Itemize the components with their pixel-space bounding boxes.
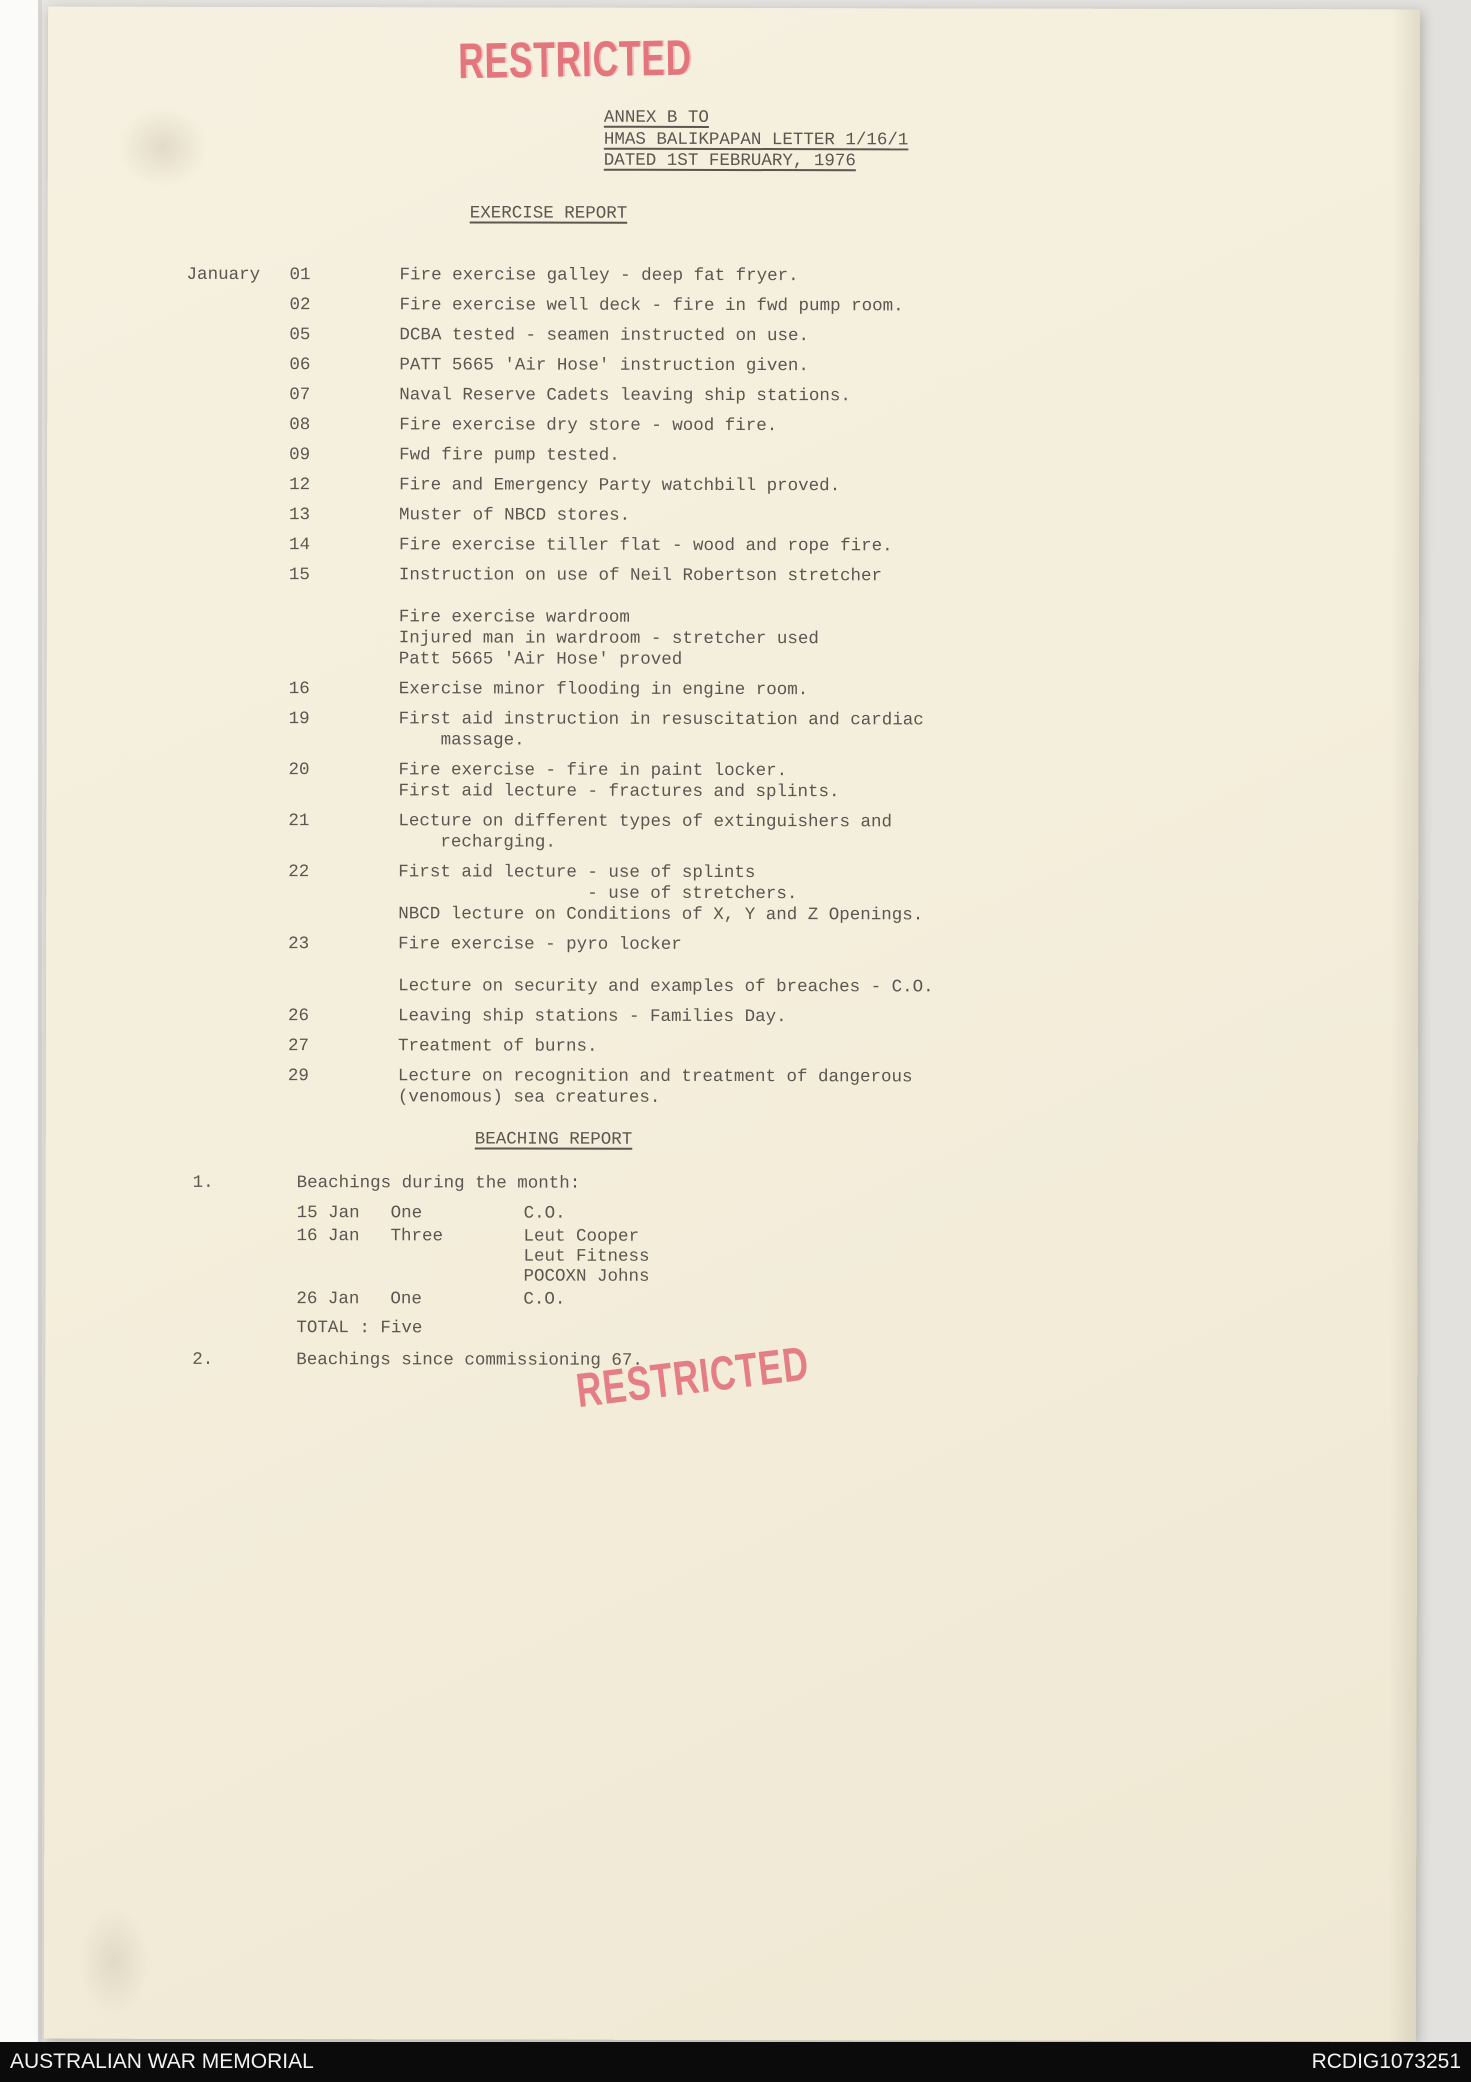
restricted-stamp-top: RESTRICTED [457,30,693,90]
entry-line: NBCD lecture on Conditions of X, Y and Z Openings. [398,904,924,926]
beaching-name: C.O. [523,1289,566,1310]
exercise-entry [288,1066,1328,1110]
entry-lines [399,565,1329,672]
entry-lines [399,415,1329,438]
entry-day: 12 [289,475,311,496]
exercise-entries [186,264,1330,1119]
entry-line [399,586,1329,609]
entry-lines [398,811,1328,855]
beaching-date: 16 Jan [296,1226,360,1247]
beaching-row [296,1226,1417,1288]
document-page [44,7,1420,2042]
entry-day: 01 [289,265,311,286]
beaching-row [297,1203,1418,1225]
beaching-count: One [390,1289,422,1310]
exercise-entry [289,445,1329,468]
entry-lines [399,355,1329,378]
entry-day: 23 [288,934,310,955]
entry-day: 19 [288,709,310,730]
exercise-entry [289,415,1329,438]
entry-line: Fire exercise wardroom [398,607,630,628]
entry-lines [398,862,1328,927]
beaching-name: POCOXN Johns [523,1266,650,1287]
item-text: Beachings during the month: [296,1172,581,1194]
exercise-entry [289,295,1329,318]
exercise-entry [288,811,1328,855]
exercise-entry [288,934,1328,999]
item-text: Beachings since commissioning 67. [296,1349,643,1371]
entry-lines [399,505,1329,528]
entry-day: 09 [289,445,311,466]
entry-lines [399,679,1329,702]
entry-line: DCBA tested - seamen instructed on use. [399,325,810,347]
entry-lines [399,445,1329,468]
document-content [44,7,1420,2042]
exercise-entry [288,862,1328,927]
entry-day: 08 [289,415,311,436]
header-annex-line: ANNEX B TO [603,107,709,128]
exercise-entry [289,325,1329,348]
entry-line: Treatment of burns. [397,1036,598,1057]
exercise-entry [288,760,1328,804]
entry-line: First aid lecture - use of splints [398,862,756,884]
entry-line: Fire and Emergency Party watchbill proved. [399,475,841,497]
entry-day: 20 [288,760,310,781]
entry-lines [399,295,1329,318]
beaching-name: Leut Cooper [523,1226,640,1247]
archive-reference-id: RCDIG1073251 [1311,2050,1461,2073]
exercise-entry [288,1006,1328,1029]
beaching-date: 26 Jan [296,1289,360,1310]
entry-lines [398,1066,1328,1110]
entry-line: Fire exercise galley - deep fat fryer. [399,265,799,287]
beaching-date: 15 Jan [296,1203,360,1224]
entry-line: First aid lecture - fractures and splints. [398,781,840,803]
entry-day: 14 [288,535,311,556]
entry-line: Lecture on recognition and treatment of dangerous [397,1066,913,1088]
entry-day: 06 [289,355,311,376]
entry-day: 29 [287,1066,309,1087]
exercise-report-title: EXERCISE REPORT [469,203,628,224]
entry-line: Lecture on security and examples of breaches - C.O. [398,976,934,998]
exercise-entry [288,1036,1328,1059]
beaching-item-1 [193,1172,1418,1196]
entry-line: Fire exercise - fire in paint locker. [398,760,788,782]
entry-line: Leaving ship stations - Families Day. [397,1006,787,1028]
entry-line: Fire exercise tiller flat - wood and rope fire. [398,535,893,557]
entry-line: Fwd fire pump tested. [399,445,620,466]
header-date-line: DATED 1ST FEBRUARY, 1976 [603,150,856,172]
entry-line: Lecture on different types of extinguishers and [398,811,893,833]
beaching-rows [296,1203,1417,1311]
header-letter-line: HMAS BALIKPAPAN LETTER 1/16/1 [603,129,909,150]
entry-lines [399,709,1329,753]
exercise-entry [289,475,1329,498]
entry-lines [399,385,1329,408]
entry-day: 16 [288,679,310,700]
entry-day: 02 [289,295,311,316]
beaching-name: C.O. [523,1203,566,1224]
entry-line: (venomous) sea creatures. [397,1087,661,1108]
beaching-names [523,1290,1417,1312]
beaching-names [523,1227,1417,1289]
entry-line: Patt 5665 'Air Hose' proved [398,649,683,670]
entry-line: First aid instruction in resuscitation and cardiac [398,709,924,731]
beaching-report-section [45,1129,1418,1374]
exercise-entry [289,355,1329,378]
entry-day: 22 [288,862,310,883]
exercise-entry [289,385,1329,408]
exercise-entry [290,265,1330,288]
exercise-entry [289,535,1329,558]
entry-lines [399,535,1329,558]
beaching-report-title: BEACHING REPORT [474,1129,633,1150]
exercise-entry [289,505,1329,528]
beaching-count: One [390,1203,423,1224]
entry-line: Naval Reserve Cadets leaving ship stations. [399,385,851,407]
entry-day: 07 [289,385,311,406]
beaching-total: TOTAL : Five [296,1318,423,1339]
entry-line: Fire exercise dry store - wood fire. [399,415,778,437]
exercise-entry [289,709,1329,753]
beaching-name: Leut Fitness [523,1246,650,1267]
entry-lines [398,1036,1328,1059]
entry-line: recharging. [398,832,556,853]
entry-line: PATT 5665 'Air Hose' instruction given. [399,355,809,377]
item-number: 1. [192,1172,214,1193]
entry-lines [399,325,1329,348]
entry-lines [398,760,1328,804]
month-label: January [186,264,261,286]
entry-day: 27 [287,1036,309,1057]
entry-line: - use of stretchers. [398,883,798,905]
entry-day: 15 [288,565,310,586]
entry-line: Fire exercise - pyro locker [398,934,682,955]
entry-line: Instruction on use of Neil Robertson stretcher [398,565,883,587]
archive-footer-bar [0,2042,1471,2082]
entry-line: Fire exercise well deck - fire in fwd pump room. [399,295,904,317]
entry-day: 21 [288,811,310,832]
restricted-stamp-bottom: RESTRICTED [573,1337,812,1418]
entry-day: 26 [287,1006,310,1027]
item-number: 2. [192,1349,214,1370]
entry-line: Exercise minor flooding in engine room. [398,679,809,701]
exercise-entry [289,565,1329,672]
entry-line [398,955,1328,978]
beaching-row [296,1289,1417,1311]
archive-name: AUSTRALIAN WAR MEMORIAL [10,2050,314,2073]
entry-lines [398,934,1328,999]
entry-day: 13 [289,505,311,526]
beaching-names [524,1204,1418,1226]
entry-lines [399,475,1329,498]
entry-lines [400,265,1330,288]
entry-line: Muster of NBCD stores. [399,505,631,526]
beaching-count: Three [390,1226,444,1247]
entry-line: Injured man in wardroom - stretcher used [398,628,819,650]
entry-line: massage. [398,730,525,751]
entry-lines [398,1006,1328,1029]
document-header [604,108,909,173]
exercise-entry [289,679,1329,702]
entry-day: 05 [289,325,311,346]
